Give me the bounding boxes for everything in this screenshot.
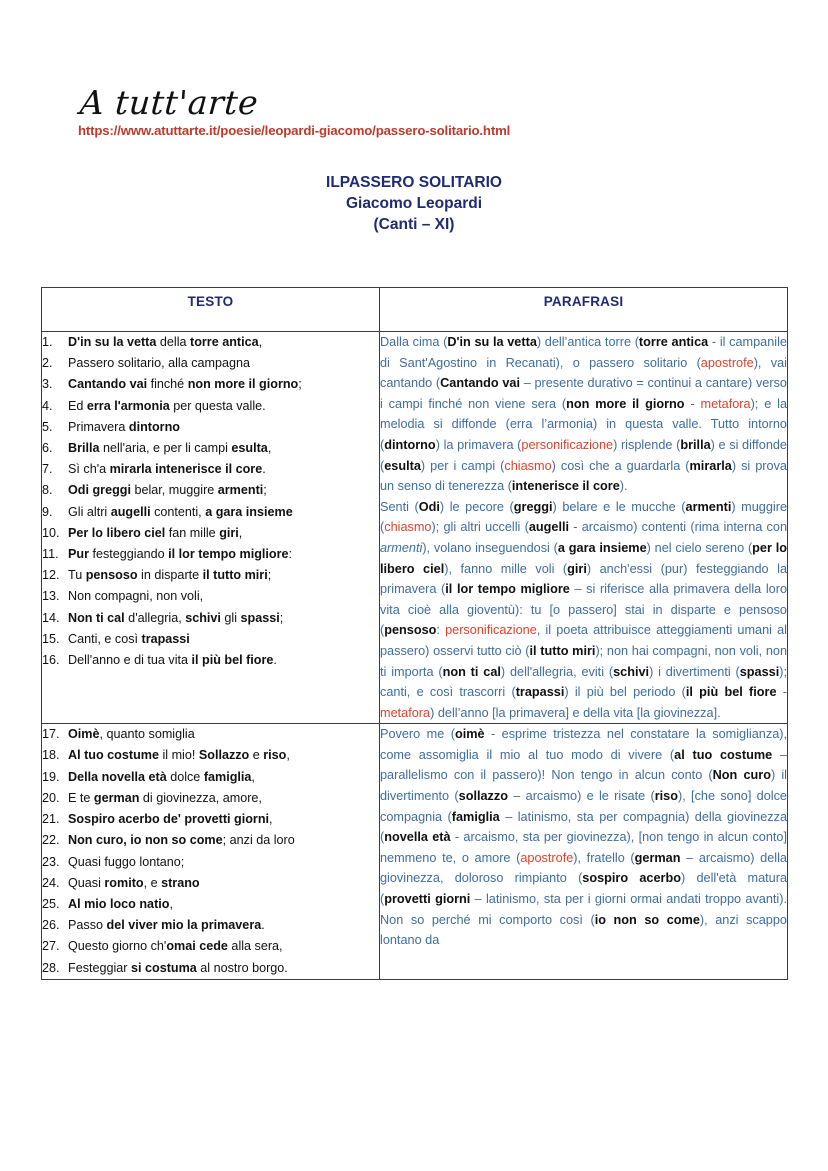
paraphrase-part1 [380,332,787,723]
table-row [42,332,788,724]
verse-text: E te german di giovinezza, amore, [68,790,262,805]
verses-cell-part1 [42,332,380,724]
verse-number: 22. [42,833,60,848]
verse-number: 8. [42,483,53,498]
site-logo: A tutt'arte [78,83,260,122]
verse-text: Dell'anno e di tua vita il più bel fiore. [68,653,277,668]
verse-text: Quasi romito, e strano [68,875,200,890]
verse-number: 21. [42,812,60,827]
verse-line [42,480,379,501]
verse-text: Passero solitario, alla campagna [68,356,251,371]
verse-number: 6. [42,441,53,456]
verse-text: Odi greggi belar, muggire armenti; [68,483,267,498]
verse-number: 27. [42,939,60,954]
verse-number: 4. [42,398,53,413]
verse-number: 25. [42,896,60,911]
verse-text: Oimè, quanto somiglia [68,727,195,742]
verse-line [42,332,379,353]
verse-line [42,894,379,915]
verse-text: D'in su la vetta della torre antica, [68,335,263,349]
verse-line [42,374,379,395]
verse-line [42,809,379,830]
verse-number: 23. [42,854,60,869]
verse-line [42,724,379,745]
verse-number: 14. [42,610,60,625]
verse-line [42,936,379,957]
verse-number: 1. [42,335,53,349]
verse-number: 16. [42,653,60,668]
paraphrase-part2 [380,724,787,951]
verse-list-part1 [42,332,379,671]
site-header [78,83,748,138]
verse-text: Al mio loco natio, [68,896,173,911]
poem-collection: (Canti – XI) [373,216,455,233]
verse-text: Festeggiar si costuma al nostro borgo. [68,960,288,975]
verse-text: Per lo libero ciel fan mille giri, [68,525,243,540]
verse-text: Brilla nell'aria, e per li campi esulta, [68,441,272,456]
verse-number: 2. [42,356,53,371]
table-row [42,724,788,979]
verse-number: 17. [42,727,60,742]
verse-number: 10. [42,525,60,540]
verse-number: 20. [42,790,60,805]
column-header-testo: TESTO [42,288,380,332]
verse-line [42,608,379,629]
verse-line [42,523,379,544]
paraphrase-paragraph: Senti (Odi) le pecore (greggi) belare e le mucche (armenti) muggire (chiasmo); gli altri uccelli (augelli - arcaismo) contenti (rima interna con armenti), volano inseguendosi (a gara insieme) nel cielo sereno (per lo libero ciel), fanno mille voli (giri) anch'essi (pur) festeggiando la primavera (il lor tempo migliore – si riferisce alla primavera della loro vita cioè alla gioventù): tu [o passero] stai in disparte e pensoso (pensoso: personificazione, il poeta attribuisce atteggiamenti umani al passero) osservi tutto ciò (il tutto miri); non hai compagni, non voli, non ti importa (non ti cal) dell'allegria, eviti (schivi) i divertimenti (spassi); canti, e così trascorri (trapassi) il più bel periodo (il più bel fiore - metafora) dell’anno [la primavera] e della vita [la giovinezza]. [380,499,788,720]
verse-line [42,629,379,650]
paraphrase-paragraph: Povero me (oimè - esprime tristezza nel constatare la somiglianza), come assomiglia il mio al tuo modo di vivere (al tuo costume – parallelismo con il passero)! Non tengo in alcun conto (Non curo) il divertimento (sollazzo – arcaismo) e le risate (riso), [che sono] dolce compagnia (famiglia – latinismo, sta per compagnia) della giovinezza (novella età - arcaismo, sta per giovinezza), [non tengo in alcun conto] nemmeno te, o amore (apostrofe), fratello (german – arcaismo) della giovinezza, doloroso rimpianto (sospiro acerbo) dell'età matura (provetti giorni – latinismo, sta per i giorni ormai andati troppo avanti). Non so perché mi comporto così (io non so come), anzi scappo lontano da [380,727,787,948]
verse-line [42,830,379,851]
verse-line [42,565,379,586]
verse-number: 13. [42,589,60,604]
verse-line [42,502,379,523]
verse-text: Non compagni, non voli, [68,589,204,604]
paraphrase-paragraph: Dalla cima (D'in su la vetta) dell’antica torre (torre antica - il campanile di Sant'Agostino in Recanati), o passero solitario (apostrofe), vai cantando (Cantando vai – presente durativo = continui a cantare) verso i campi finché non viene sera (non more il giorno - metafora); e la melodia si diffonde (erra l’armonia) in questa valle. Tutto intorno (dintorno) la primavera (personificazione) risplende (brilla) e si diffonde (esulta) per i campi (chiasmo) così che a guardarla (mirarla) si prova un senso di tenerezza (intenerisce il core). [380,335,787,494]
verse-text: Sì ch'a mirarla intenerisce il core. [68,462,266,477]
verse-text: Questo giorno ch'omai cede alla sera, [68,939,283,954]
verse-text: Non curo, io non so come; anzi da loro [68,833,295,848]
verse-list-part2 [42,724,379,978]
verse-number: 24. [42,875,60,890]
verse-text: Quasi fuggo lontano; [68,854,185,869]
verse-text: Al tuo costume il mio! Sollazzo e riso, [68,748,290,763]
verse-line [42,544,379,565]
verse-text: Canti, e così trapassi [68,631,190,646]
verse-text: Sospiro acerbo de' provetti giorni, [68,812,273,827]
verse-text: Passo del viver mio la primavera. [68,918,265,933]
verse-text: Cantando vai finché non more il giorno; [68,377,302,392]
verse-text: Della novella età dolce famiglia, [68,769,255,784]
source-url: https://www.atuttarte.it/poesie/leopardi-giacomo/passero-solitario.html [78,123,511,138]
verse-text: Primavera dintorno [68,419,180,434]
table-header-row [42,288,788,332]
paraphrase-cell-part2 [380,724,788,979]
verse-text: Pur festeggiando il lor tempo migliore: [68,547,292,562]
text-paraphrase-table [41,287,788,980]
verse-line [42,852,379,873]
verse-line [42,586,379,607]
verse-number: 11. [42,547,59,562]
verse-text: Tu pensoso in disparte il tutto miri; [68,568,272,583]
page-title [0,172,828,235]
verse-number: 7. [42,462,53,477]
verse-line [42,650,379,671]
verse-line [42,915,379,936]
column-header-parafrasi: PARAFRASI [380,288,788,332]
verse-line [42,417,379,438]
verse-number: 28. [42,960,60,975]
verse-number: 5. [42,419,53,434]
paraphrase-cell-part1 [380,332,788,724]
verse-number: 19. [42,769,60,784]
verse-line [42,438,379,459]
verse-number: 3. [42,377,53,392]
poem-title: ILPASSERO SOLITARIO [326,174,502,191]
verse-number: 18. [42,748,60,763]
verse-line [42,353,379,374]
verse-line [42,767,379,788]
poem-author: Giacomo Leopardi [345,195,483,212]
verse-line [42,396,379,417]
verse-text: Ed erra l'armonia per questa valle. [68,398,266,413]
verse-line [42,958,379,979]
verse-number: 9. [42,504,53,519]
verses-cell-part2 [42,724,380,979]
verse-text: Gli altri augelli contenti, a gara insieme [68,504,293,519]
verse-line [42,459,379,480]
verse-line [42,873,379,894]
verse-text: Non ti cal d'allegria, schivi gli spassi; [68,610,284,625]
verse-line [42,788,379,809]
verse-number: 12. [42,568,60,583]
verse-line [42,745,379,766]
verse-number: 26. [42,918,60,933]
verse-number: 15. [42,631,60,646]
